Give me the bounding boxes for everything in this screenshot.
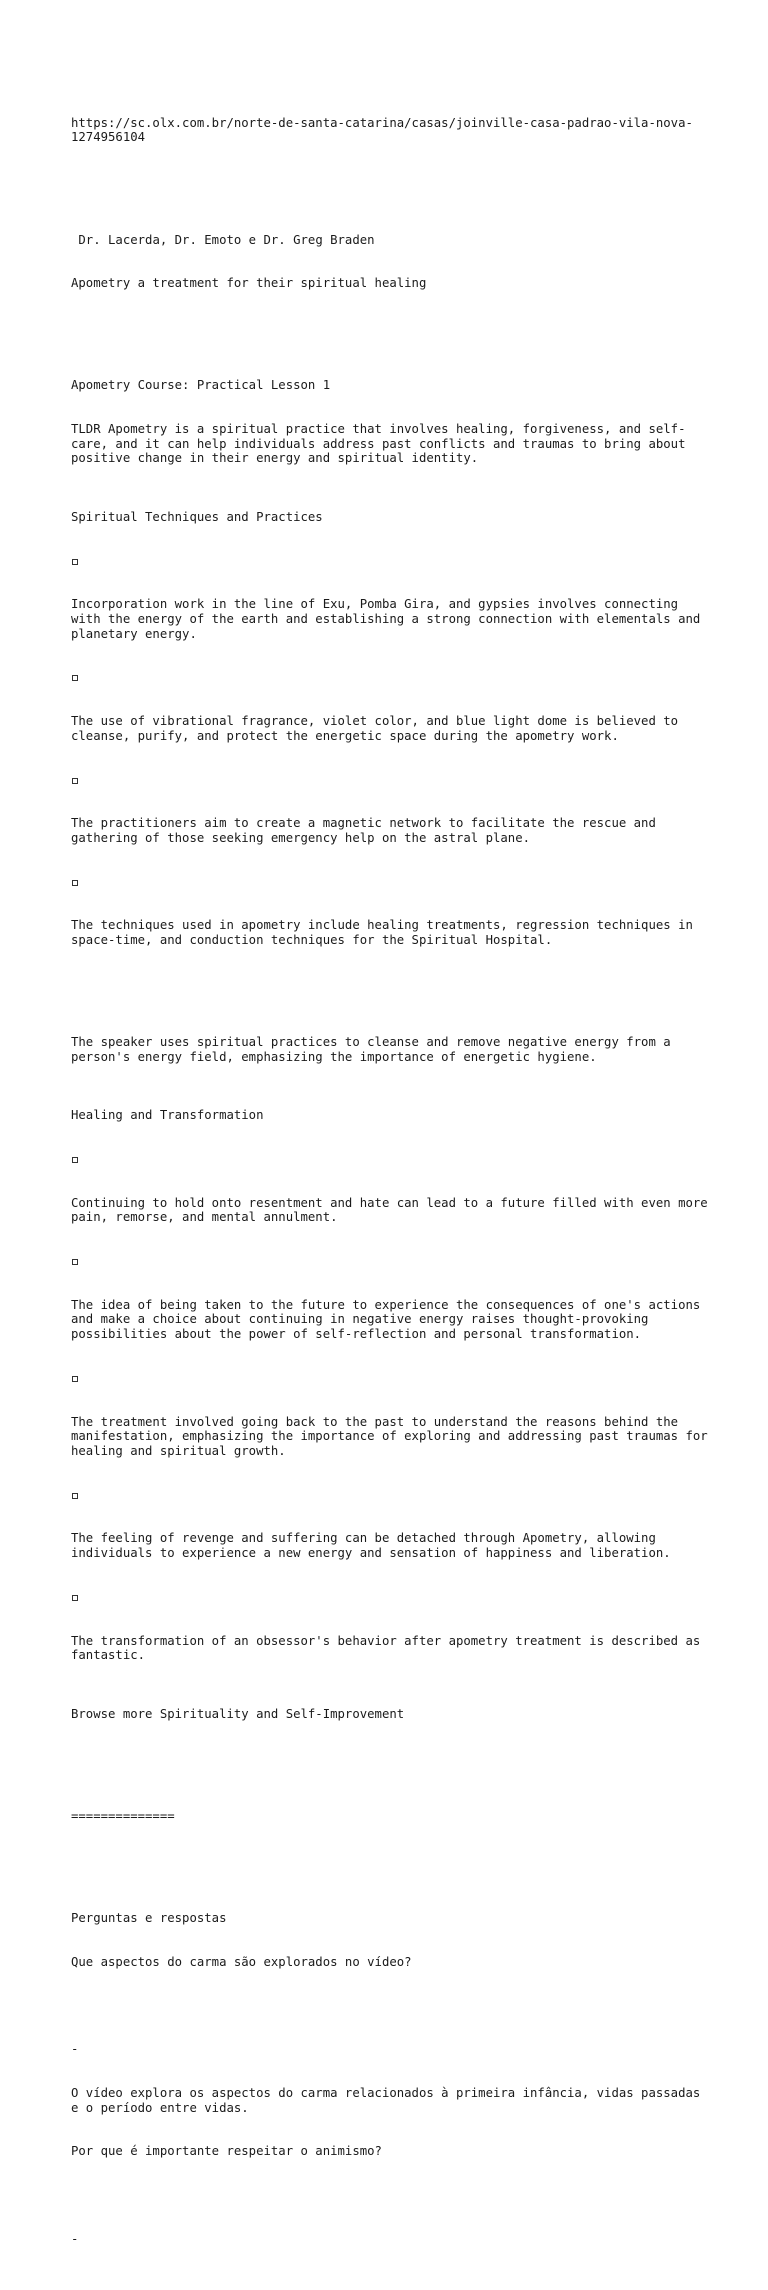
blank-line — [71, 1998, 711, 2013]
answer-dash: - — [71, 2231, 79, 2246]
summary-paragraph: The speaker uses spiritual practices to cleanse and remove negative energy from a person's energy field, emphasizing the importance of energetic hygiene. — [71, 1035, 679, 1064]
list-item: The treatment involved going back to the past to understand the reasons behind the manifestation, emphasizing the importance of exploring and addressing past traumas for healing and spiritual growth. — [71, 1414, 716, 1458]
list-item: The feeling of revenge and suffering can be detached through Apometry, allowing individuals to experience a new energy and sensation of happiness and liberation. — [71, 1531, 671, 1560]
blank-line — [71, 320, 711, 335]
bullet-icon — [71, 1152, 711, 1167]
bullet-icon — [71, 1371, 711, 1386]
list-item: The practitioners aim to create a magnetic network to facilitate the rescue and gathering of those seeking emergency help on the astral plane. — [71, 816, 664, 845]
list-item: The use of vibrational fragrance, violet color, and blue light dome is believed to cleanse, purify, and protect the energetic space during the apometry work. — [71, 714, 686, 743]
question-1: Que aspectos do carma são explorados no vídeo? — [71, 1954, 412, 1969]
blank-line — [71, 2188, 711, 2203]
bullet-icon — [71, 554, 711, 569]
bullet-icon — [71, 1590, 711, 1605]
list-item: Incorporation work in the line of Exu, Pomba Gira, and gypsies involves connecting with the energy of the earth and establishing a strong connection with elementals and planetary energy. — [71, 597, 708, 641]
bullet-icon — [71, 773, 711, 788]
bullet-icon — [71, 1254, 711, 1269]
bullet-icon — [71, 670, 711, 685]
browse-more-line: Browse more Spirituality and Self-Improvement — [71, 1706, 405, 1721]
course-title: Apometry Course: Practical Lesson 1 — [71, 378, 331, 393]
list-item: Continuing to hold onto resentment and hate can lead to a future filled with even more pain, remorse, and mental annulment. — [71, 1195, 716, 1225]
bullet-icon — [71, 1488, 711, 1503]
bullet-icon — [71, 875, 711, 890]
tldr-paragraph: TLDR Apometry is a spiritual practice that involves healing, forgiveness, and self-care, and it can help individuals address past conflicts and traumas to bring about positive change in their energy and spiritual identity. — [71, 422, 693, 466]
blank-line — [71, 977, 711, 992]
list-item: The techniques used in apometry include healing treatments, regression techniques in space-time, and conduction techniques for the Spiritual Hospital. — [71, 918, 701, 948]
subtitle-line: Apometry a treatment for their spiritual healing — [71, 276, 427, 291]
question-2: Por que é importante respeitar o animismo? — [71, 2144, 382, 2159]
source-url[interactable]: https://sc.olx.com.br/norte-de-santa-catarina/casas/joinville-casa-padrao-vila-nova-1274956104 — [71, 115, 693, 145]
section-heading-techniques: Spiritual Techniques and Practices — [71, 509, 323, 524]
list-item: The transformation of an obsessor's behavior after apometry treatment is described as fantastic. — [71, 1633, 708, 1663]
answer-1: O vídeo explora os aspectos do carma relacionados à primeira infância, vidas passadas e o período entre vidas. — [71, 2085, 708, 2115]
document-body — [71, 72, 716, 2290]
answer-dash: - — [71, 2042, 79, 2057]
blank-line — [71, 1852, 711, 1867]
blank-line — [71, 1750, 711, 1765]
list-item: The idea of being taken to the future to experience the consequences of one's actions and make a choice about continuing in negative energy raises thought-provoking possibilities about the power of self-reflection and personal transformation. — [71, 1297, 708, 1342]
authors-line: Dr. Lacerda, Dr. Emoto e Dr. Greg Braden — [71, 232, 375, 247]
section-heading-healing: Healing and Transformation — [71, 1108, 264, 1123]
qa-heading: Perguntas e respostas — [71, 1910, 227, 1925]
separator-line: ============== — [71, 1808, 175, 1823]
blank-line — [71, 174, 711, 189]
